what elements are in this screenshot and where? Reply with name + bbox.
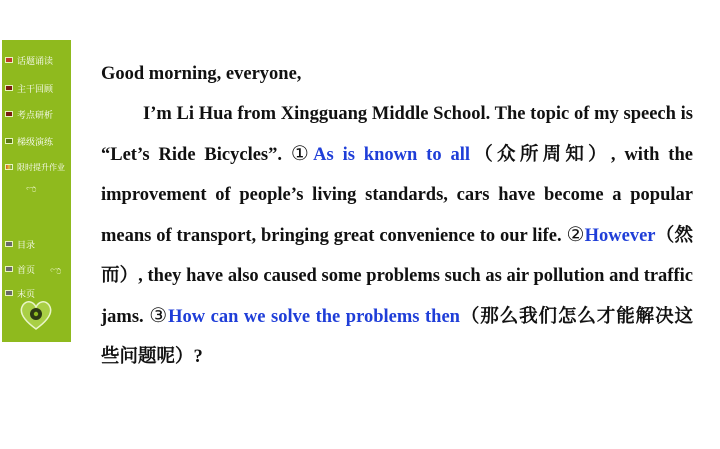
circled-number: ③ bbox=[149, 303, 169, 327]
greeting: Good morning, everyone, bbox=[101, 64, 302, 84]
highlight-phrase: How can we solve the problems then bbox=[168, 307, 460, 327]
nav-link-contents[interactable] bbox=[2, 236, 71, 252]
chinese-gloss: （那么我们怎么才能解决这些问题呢） bbox=[101, 307, 693, 367]
body-text: , with the improvement of people’s living standards, cars have become a popular means of transport, bringing great convenience to our life. bbox=[101, 145, 693, 246]
body-text: ? bbox=[193, 346, 203, 367]
highlight-phrase: However bbox=[584, 226, 656, 246]
highlight-phrase: As is known to all bbox=[313, 145, 471, 165]
heart-flower-icon bbox=[18, 298, 54, 332]
nav-label: 目录 bbox=[17, 240, 36, 251]
chinese-gloss: （众所周知） bbox=[470, 145, 611, 165]
nav-item-practice[interactable] bbox=[2, 133, 71, 149]
gray-square-icon bbox=[5, 290, 13, 296]
circled-number: ① bbox=[290, 141, 314, 165]
darkred-square-icon bbox=[5, 111, 13, 117]
swirl-decoration-icon: ಌ bbox=[26, 182, 37, 195]
body-text: I’m Li Hua from Xingguang Middle School. The topic of my speech is “Let’s Ride Bicycles”. bbox=[101, 103, 693, 165]
nav-label: 限时提升作业 bbox=[17, 162, 65, 172]
gray-square-icon bbox=[5, 266, 13, 272]
chinese-gloss: （然而） bbox=[101, 226, 693, 286]
sidebar-nav bbox=[2, 40, 71, 342]
circled-number: ② bbox=[566, 222, 585, 246]
nav-item-main-review[interactable] bbox=[2, 80, 71, 96]
nav-label: 末页 bbox=[17, 289, 36, 300]
darkred-square-icon bbox=[5, 85, 13, 91]
nav-label: 主干回顾 bbox=[17, 84, 54, 95]
swirl-decoration-icon: ಌ bbox=[50, 263, 62, 277]
speech-paragraph bbox=[101, 95, 693, 378]
red-square-icon bbox=[5, 57, 13, 63]
gray-square-icon bbox=[5, 241, 13, 247]
nav-label: 梯级演练 bbox=[17, 137, 54, 148]
speech-text bbox=[101, 55, 693, 377]
nav-label: 话题诵读 bbox=[17, 56, 54, 67]
olive-square-icon bbox=[5, 138, 13, 144]
nav-item-key-points[interactable] bbox=[2, 106, 71, 122]
nav-item-topic-reading[interactable] bbox=[2, 52, 71, 68]
nav-label: 考点研析 bbox=[17, 110, 54, 121]
multicolor-square-icon bbox=[5, 164, 13, 170]
body-text: , they have also caused some problems such as air pollution and traffic jams. bbox=[101, 265, 693, 327]
nav-label: 首页 bbox=[17, 265, 36, 276]
nav-item-timed-homework[interactable] bbox=[2, 159, 71, 175]
